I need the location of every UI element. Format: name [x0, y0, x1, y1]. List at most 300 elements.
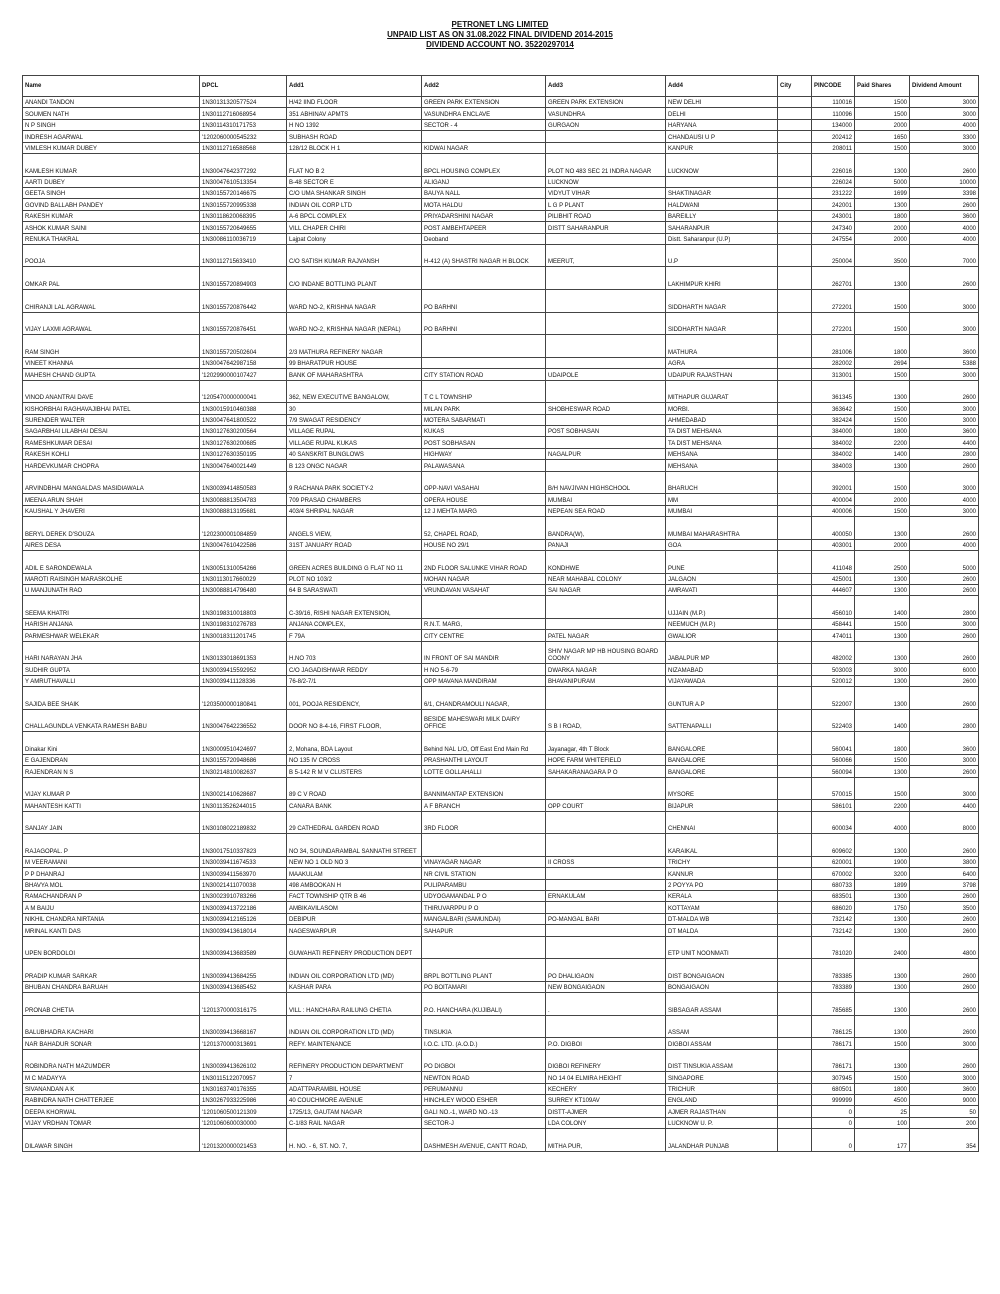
- add1-cell: DEBIPUR: [287, 913, 422, 924]
- add1-cell: 89 C V ROAD: [287, 777, 422, 800]
- add2-cell: CITY STATION ROAD: [422, 369, 546, 380]
- add4-cell: MM: [666, 494, 778, 505]
- table-row: [23, 754, 979, 765]
- city-cell: [778, 732, 812, 755]
- paid-shares-cell: 1300: [855, 199, 910, 210]
- add3-cell: [546, 414, 666, 425]
- name-cell: ANANDI TANDON: [23, 97, 200, 108]
- paid-shares-cell: 1300: [855, 959, 910, 982]
- pincode-cell: 363642: [812, 403, 855, 414]
- add4-cell: KERALA: [666, 890, 778, 901]
- paid-shares-cell: 1300: [855, 834, 910, 857]
- city-cell: [778, 573, 812, 584]
- dpcl-cell: '1201060600030000: [200, 1117, 287, 1128]
- add3-cell: [546, 233, 666, 244]
- dividend-amount-cell: 4400: [910, 437, 979, 448]
- add3-cell: [546, 879, 666, 890]
- add2-cell: PO BARHNI: [422, 312, 546, 335]
- name-cell: POOJA: [23, 244, 200, 267]
- dividend-amount-cell: 3398: [910, 187, 979, 198]
- table-row: [23, 369, 979, 380]
- add3-cell: ERNAKULAM: [546, 890, 666, 901]
- add3-cell: DWARKA NAGAR: [546, 664, 666, 675]
- city-cell: [778, 494, 812, 505]
- dpcl-cell: 1N30015910460388: [200, 403, 287, 414]
- dpcl-cell: '1201060500121309: [200, 1106, 287, 1117]
- add4-cell: GUNTUR A.P: [666, 687, 778, 710]
- add1-cell: 362, NEW EXECUTIVE BANGALOW,: [287, 380, 422, 403]
- paid-shares-cell: 1650: [855, 131, 910, 142]
- add1-cell: 40 SANSKRIT BUNGLOWS: [287, 448, 422, 459]
- table-row: [23, 1049, 979, 1072]
- dpcl-cell: '1202060000545232: [200, 131, 287, 142]
- dividend-amount-cell: 2600: [910, 981, 979, 992]
- table-row: [23, 777, 979, 800]
- add1-cell: REFY. MAINTENANCE: [287, 1038, 422, 1049]
- city-cell: [778, 834, 812, 857]
- name-cell: BHAVYA MOL: [23, 879, 200, 890]
- add1-cell: 76-8/2-7/1: [287, 675, 422, 686]
- dpcl-cell: 1N30039412165126: [200, 913, 287, 924]
- add4-cell: ENGLAND: [666, 1095, 778, 1106]
- dpcl-cell: 1N30039413684255: [200, 959, 287, 982]
- dpcl-cell: 1N30039413668167: [200, 1015, 287, 1038]
- table-row: [23, 981, 979, 992]
- paid-shares-cell: 1800: [855, 210, 910, 221]
- dividend-amount-cell: 3000: [910, 290, 979, 313]
- pincode-cell: 208011: [812, 142, 855, 153]
- pincode-cell: 202412: [812, 131, 855, 142]
- add1-cell: H. NO. - 6, ST. NO. 7,: [287, 1129, 422, 1152]
- dividend-amount-cell: 6400: [910, 868, 979, 879]
- add4-cell: BAREILLY: [666, 210, 778, 221]
- name-cell: RABINDRA NATH CHATTERJEE: [23, 1095, 200, 1106]
- paid-shares-cell: 1500: [855, 403, 910, 414]
- name-cell: NIKHIL CHANDRA NIRTANIA: [23, 913, 200, 924]
- table-row: [23, 380, 979, 403]
- add2-cell: PALAWASANA: [422, 460, 546, 471]
- add4-cell: LUCKNOW: [666, 153, 778, 176]
- pincode-cell: 110096: [812, 108, 855, 119]
- paid-shares-cell: 177: [855, 1129, 910, 1152]
- name-cell: M VEERAMANI: [23, 856, 200, 867]
- add2-cell: [422, 267, 546, 290]
- pincode-cell: 307945: [812, 1072, 855, 1083]
- dpcl-cell: 1N30018311201745: [200, 630, 287, 641]
- add4-cell: SAHARANPUR: [666, 222, 778, 233]
- pincode-cell: 680733: [812, 879, 855, 890]
- add1-cell: 30: [287, 403, 422, 414]
- table-row: [23, 460, 979, 471]
- add4-cell: JABALPUR MP: [666, 641, 778, 664]
- dividend-amount-cell: 3000: [910, 142, 979, 153]
- add2-cell: PRASHANTHI LAYOUT: [422, 754, 546, 765]
- add4-cell: AHMEDABAD: [666, 414, 778, 425]
- add1-cell: H.NO 703: [287, 641, 422, 664]
- dpcl-cell: 1N30017510337823: [200, 834, 287, 857]
- pincode-cell: 586101: [812, 800, 855, 811]
- table-row: [23, 856, 979, 867]
- paid-shares-cell: 1500: [855, 618, 910, 629]
- dividend-amount-cell: 3798: [910, 879, 979, 890]
- city-cell: [778, 233, 812, 244]
- dividend-amount-cell: 3000: [910, 754, 979, 765]
- add3-cell: B/H NAVJIVAN HIGHSCHOOL: [546, 471, 666, 494]
- pincode-cell: 786171: [812, 1038, 855, 1049]
- add2-cell: 52, CHAPEL ROAD,: [422, 516, 546, 539]
- add2-cell: ALIGANJ: [422, 176, 546, 187]
- paid-shares-cell: 4000: [855, 811, 910, 834]
- dpcl-cell: 1N30021410628687: [200, 777, 287, 800]
- add1-cell: C/O SATISH KUMAR RAJVANSH: [287, 244, 422, 267]
- add2-cell: [422, 357, 546, 368]
- add3-cell: SHIV NAGAR MP HB HOUSING BOARD COONY: [546, 641, 666, 664]
- add2-cell: PO DIGBOI: [422, 1049, 546, 1072]
- add2-cell: BESIDE MAHESWARI MILK DAIRY OFFICE: [422, 709, 546, 732]
- add2-cell: MOTERA SABARMATI: [422, 414, 546, 425]
- add2-cell: DASHMESH AVENUE, CANTT ROAD,: [422, 1129, 546, 1152]
- add1-cell: INDIAN OIL CORP LTD: [287, 199, 422, 210]
- add4-cell: BONGAIGAON: [666, 981, 778, 992]
- dividend-amount-cell: 2600: [910, 766, 979, 777]
- add3-cell: [546, 868, 666, 879]
- pincode-cell: 670002: [812, 868, 855, 879]
- add2-cell: Behind NAL L/O, Off East End Main Rd: [422, 732, 546, 755]
- add2-cell: [422, 834, 546, 857]
- dividend-amount-cell: 2600: [910, 993, 979, 1016]
- add4-cell: UDAIPUR RAJASTHAN: [666, 369, 778, 380]
- pincode-cell: 231222: [812, 187, 855, 198]
- add2-cell: TINSUKIA: [422, 1015, 546, 1038]
- dpcl-cell: 1N30039413618014: [200, 925, 287, 936]
- list-title: UNPAID LIST AS ON 31.08.2022 FINAL DIVIDEND 2014-2015: [387, 30, 613, 39]
- dpcl-cell: 1N30112716588568: [200, 142, 287, 153]
- pincode-cell: 272201: [812, 290, 855, 313]
- dpcl-cell: 1N30086110036719: [200, 233, 287, 244]
- add1-cell: GUWAHATI REFINERY PRODUCTION DEPT: [287, 936, 422, 959]
- paid-shares-cell: 2400: [855, 936, 910, 959]
- name-cell: GEETA SINGH: [23, 187, 200, 198]
- add4-cell: SIDDHARTH NAGAR: [666, 290, 778, 313]
- paid-shares-cell: 1300: [855, 630, 910, 641]
- city-cell: [778, 879, 812, 890]
- table-row: [23, 233, 979, 244]
- add3-cell: PLOT NO 483 SEC 21 INDRA NAGAR: [546, 153, 666, 176]
- name-cell: RAJENDRAN N S: [23, 766, 200, 777]
- table-row: [23, 187, 979, 198]
- city-cell: [778, 641, 812, 664]
- pincode-cell: 272201: [812, 312, 855, 335]
- document-header: [0, 20, 1000, 50]
- city-cell: [778, 97, 812, 108]
- city-cell: [778, 210, 812, 221]
- name-cell: N P SINGH: [23, 119, 200, 130]
- dpcl-cell: 1N30127630200685: [200, 437, 287, 448]
- dpcl-cell: 1N30047641800522: [200, 414, 287, 425]
- add1-cell: 709 PRASAD CHAMBERS: [287, 494, 422, 505]
- add3-cell: VIDYUT VIHAR: [546, 187, 666, 198]
- dpcl-cell: 1N30113017660029: [200, 573, 287, 584]
- add4-cell: TRICHUR: [666, 1083, 778, 1094]
- pincode-cell: 683501: [812, 890, 855, 901]
- paid-shares-cell: 25: [855, 1106, 910, 1117]
- name-cell: CHALLAGUNDLA VENKATA RAMESH BABU: [23, 709, 200, 732]
- col-pincode: PINCODE: [812, 76, 855, 97]
- paid-shares-cell: 2000: [855, 119, 910, 130]
- add3-cell: [546, 777, 666, 800]
- pincode-cell: 400004: [812, 494, 855, 505]
- name-cell: M C MADAYYA: [23, 1072, 200, 1083]
- add2-cell: BAUYA NALL: [422, 187, 546, 198]
- add3-cell: HOPE FARM WHITEFIELD: [546, 754, 666, 765]
- pincode-cell: 999999: [812, 1095, 855, 1106]
- col-paid-shares: Paid Shares: [855, 76, 910, 97]
- dpcl-cell: 1N30115122070957: [200, 1072, 287, 1083]
- dpcl-cell: 1N30047610422586: [200, 539, 287, 550]
- add3-cell: [546, 618, 666, 629]
- add1-cell: 64 B SARASWATI: [287, 584, 422, 595]
- dpcl-cell: '1202990000107427: [200, 369, 287, 380]
- table-row: [23, 516, 979, 539]
- add2-cell: PERUMANNU: [422, 1083, 546, 1094]
- city-cell: [778, 471, 812, 494]
- table-row: [23, 210, 979, 221]
- add1-cell: VILLAGE RUPAL KUKAS: [287, 437, 422, 448]
- dividend-amount-cell: 3000: [910, 618, 979, 629]
- table-row: [23, 687, 979, 710]
- add4-cell: UJJAIN (M.P.): [666, 596, 778, 619]
- add4-cell: HALDWANI: [666, 199, 778, 210]
- city-cell: [778, 959, 812, 982]
- add2-cell: MOHAN NAGAR: [422, 573, 546, 584]
- paid-shares-cell: 1300: [855, 584, 910, 595]
- dpcl-cell: '1201370000313691: [200, 1038, 287, 1049]
- paid-shares-cell: 1400: [855, 596, 910, 619]
- table-row: [23, 539, 979, 550]
- add4-cell: DT MALDA: [666, 925, 778, 936]
- dpcl-cell: '1201370000316175: [200, 993, 287, 1016]
- table-row: [23, 312, 979, 335]
- pincode-cell: 384000: [812, 426, 855, 437]
- table-row: [23, 596, 979, 619]
- pincode-cell: 783385: [812, 959, 855, 982]
- pincode-cell: 620001: [812, 856, 855, 867]
- city-cell: [778, 153, 812, 176]
- add2-cell: BRPL BOTTLING PLANT: [422, 959, 546, 982]
- city-cell: [778, 902, 812, 913]
- city-cell: [778, 426, 812, 437]
- city-cell: [778, 754, 812, 765]
- city-cell: [778, 119, 812, 130]
- pincode-cell: 786171: [812, 1049, 855, 1072]
- add4-cell: SHAKTINAGAR: [666, 187, 778, 198]
- add4-cell: KANNUR: [666, 868, 778, 879]
- add1-cell: SUBHASH ROAD: [287, 131, 422, 142]
- paid-shares-cell: 1500: [855, 1072, 910, 1083]
- add1-cell: ANGELS VIEW,: [287, 516, 422, 539]
- name-cell: VIMLESH KUMAR DUBEY: [23, 142, 200, 153]
- add4-cell: DIST BONGAIGAON: [666, 959, 778, 982]
- dividend-amount-cell: 3000: [910, 1072, 979, 1083]
- add2-cell: BANNIMANTAP EXTENSION: [422, 777, 546, 800]
- add4-cell: JALGAON: [666, 573, 778, 584]
- add2-cell: Deoband: [422, 233, 546, 244]
- table-row: [23, 890, 979, 901]
- pincode-cell: 134000: [812, 119, 855, 130]
- dpcl-cell: 1N30198310018803: [200, 596, 287, 619]
- add1-cell: 001, POOJA RESIDENCY,: [287, 687, 422, 710]
- pincode-cell: 732142: [812, 925, 855, 936]
- paid-shares-cell: 3000: [855, 664, 910, 675]
- pincode-cell: 783389: [812, 981, 855, 992]
- table-row: [23, 97, 979, 108]
- add1-cell: F 79A: [287, 630, 422, 641]
- add3-cell: [546, 834, 666, 857]
- col-city: City: [778, 76, 812, 97]
- name-cell: MRINAL KANTI DAS: [23, 925, 200, 936]
- dividend-amount-cell: 2600: [910, 959, 979, 982]
- city-cell: [778, 890, 812, 901]
- add2-cell: H NO 5-6-79: [422, 664, 546, 675]
- add4-cell: SIBSAGAR ASSAM: [666, 993, 778, 1016]
- dividend-amount-cell: 354: [910, 1129, 979, 1152]
- add1-cell: 351 ABHINAV APMTS: [287, 108, 422, 119]
- table-row: [23, 879, 979, 890]
- add2-cell: THIRUVARPPU P O: [422, 902, 546, 913]
- add2-cell: SECTOR - 4: [422, 119, 546, 130]
- add3-cell: Jayanagar, 4th T Block: [546, 732, 666, 755]
- add1-cell: WARD NO-2, KRISHNA NAGAR: [287, 290, 422, 313]
- dpcl-cell: 1N30039411563970: [200, 868, 287, 879]
- city-cell: [778, 1049, 812, 1072]
- dpcl-cell: 1N30163740176355: [200, 1083, 287, 1094]
- table-row: [23, 131, 979, 142]
- add3-cell: BANDRA(W),: [546, 516, 666, 539]
- add4-cell: MEHSANA: [666, 448, 778, 459]
- add1-cell: ADATTPARAMBIL HOUSE: [287, 1083, 422, 1094]
- add1-cell: AMBIKAVILASOM: [287, 902, 422, 913]
- dpcl-cell: 1N30112716068954: [200, 108, 287, 119]
- add3-cell: [546, 1015, 666, 1038]
- add3-cell: [546, 131, 666, 142]
- paid-shares-cell: 5000: [855, 176, 910, 187]
- pincode-cell: 226024: [812, 176, 855, 187]
- add3-cell: DISTT-AJMER: [546, 1106, 666, 1117]
- add2-cell: KUKAS: [422, 426, 546, 437]
- table-row: [23, 414, 979, 425]
- city-cell: [778, 777, 812, 800]
- name-cell: MAHESH CHAND GUPTA: [23, 369, 200, 380]
- city-cell: [778, 1083, 812, 1094]
- city-cell: [778, 403, 812, 414]
- add4-cell: GOA: [666, 539, 778, 550]
- add2-cell: VRUNDAVAN VASAHAT: [422, 584, 546, 595]
- paid-shares-cell: 1500: [855, 505, 910, 516]
- add4-cell: BANGALORE: [666, 754, 778, 765]
- pincode-cell: 361345: [812, 380, 855, 403]
- add4-cell: LUCKNOW U. P.: [666, 1117, 778, 1128]
- add2-cell: [422, 936, 546, 959]
- add4-cell: AJMER RAJASTHAN: [666, 1106, 778, 1117]
- add3-cell: MEERUT,: [546, 244, 666, 267]
- add1-cell: 9 RACHANA PARK SOCIETY-2: [287, 471, 422, 494]
- dpcl-cell: '1201320000021453: [200, 1129, 287, 1152]
- paid-shares-cell: 2500: [855, 550, 910, 573]
- city-cell: [778, 550, 812, 573]
- add4-cell: CHENNAI: [666, 811, 778, 834]
- name-cell: KAMLESH KUMAR: [23, 153, 200, 176]
- table-row: [23, 437, 979, 448]
- pincode-cell: 110016: [812, 97, 855, 108]
- name-cell: MAROTI RAISINGH MARASKOLHE: [23, 573, 200, 584]
- city-cell: [778, 290, 812, 313]
- dpcl-cell: '1203500000180841: [200, 687, 287, 710]
- add1-cell: C/O INDANE BOTTLING PLANT: [287, 267, 422, 290]
- paid-shares-cell: 1699: [855, 187, 910, 198]
- add4-cell: MATHURA: [666, 335, 778, 358]
- dividend-amount-cell: 4800: [910, 936, 979, 959]
- add2-cell: MILAN PARK: [422, 403, 546, 414]
- city-cell: [778, 244, 812, 267]
- dividend-amount-cell: 3800: [910, 856, 979, 867]
- dividend-amount-cell: 50: [910, 1106, 979, 1117]
- add4-cell: DT-MALDA WB: [666, 913, 778, 924]
- dpcl-cell: 1N30267933225986: [200, 1095, 287, 1106]
- pincode-cell: 313001: [812, 369, 855, 380]
- name-cell: BERYL DEREK D'SOUZA: [23, 516, 200, 539]
- add1-cell: 40 COUCHMORE AVENUE: [287, 1095, 422, 1106]
- name-cell: SURENDER WALTER: [23, 414, 200, 425]
- add2-cell: 12 J MEHTA MARG: [422, 505, 546, 516]
- pincode-cell: 400050: [812, 516, 855, 539]
- name-cell: RAMACHANDRAN P: [23, 890, 200, 901]
- add4-cell: NEEMUCH (M.P.): [666, 618, 778, 629]
- dividend-amount-cell: 5000: [910, 550, 979, 573]
- add1-cell: B-48 SECTOR E: [287, 176, 422, 187]
- add1-cell: C/O JAGADISHWAR REDDY: [287, 664, 422, 675]
- add3-cell: [546, 811, 666, 834]
- table-row: [23, 335, 979, 358]
- add1-cell: VILL CHAPER CHIRI: [287, 222, 422, 233]
- table-row: [23, 1038, 979, 1049]
- pincode-cell: 400006: [812, 505, 855, 516]
- name-cell: ASHOK KUMAR SAINI: [23, 222, 200, 233]
- city-cell: [778, 142, 812, 153]
- city-cell: [778, 936, 812, 959]
- city-cell: [778, 675, 812, 686]
- add4-cell: NEW DELHI: [666, 97, 778, 108]
- add4-cell: GWALIOR: [666, 630, 778, 641]
- add4-cell: MUMBAI: [666, 505, 778, 516]
- add1-cell: C-39/16, RISHI NAGAR EXTENSION,: [287, 596, 422, 619]
- name-cell: E GAJENDRAN: [23, 754, 200, 765]
- pincode-cell: 680501: [812, 1083, 855, 1094]
- city-cell: [778, 709, 812, 732]
- add1-cell: FACT TOWNSHIP QTR B 46: [287, 890, 422, 901]
- table-row: [23, 176, 979, 187]
- pincode-cell: 243001: [812, 210, 855, 221]
- company-title: PETRONET LNG LIMITED: [451, 20, 549, 29]
- add2-cell: GALI NO.-1, WARD NO.-13: [422, 1106, 546, 1117]
- name-cell: DILAWAR SINGH: [23, 1129, 200, 1152]
- paid-shares-cell: 1800: [855, 732, 910, 755]
- dpcl-cell: 1N30047610513354: [200, 176, 287, 187]
- table-row: [23, 630, 979, 641]
- add1-cell: B 5-142 R M V CLUSTERS: [287, 766, 422, 777]
- add3-cell: NAGALPUR: [546, 448, 666, 459]
- add2-cell: R.N.T. MARG,: [422, 618, 546, 629]
- name-cell: RAM SINGH: [23, 335, 200, 358]
